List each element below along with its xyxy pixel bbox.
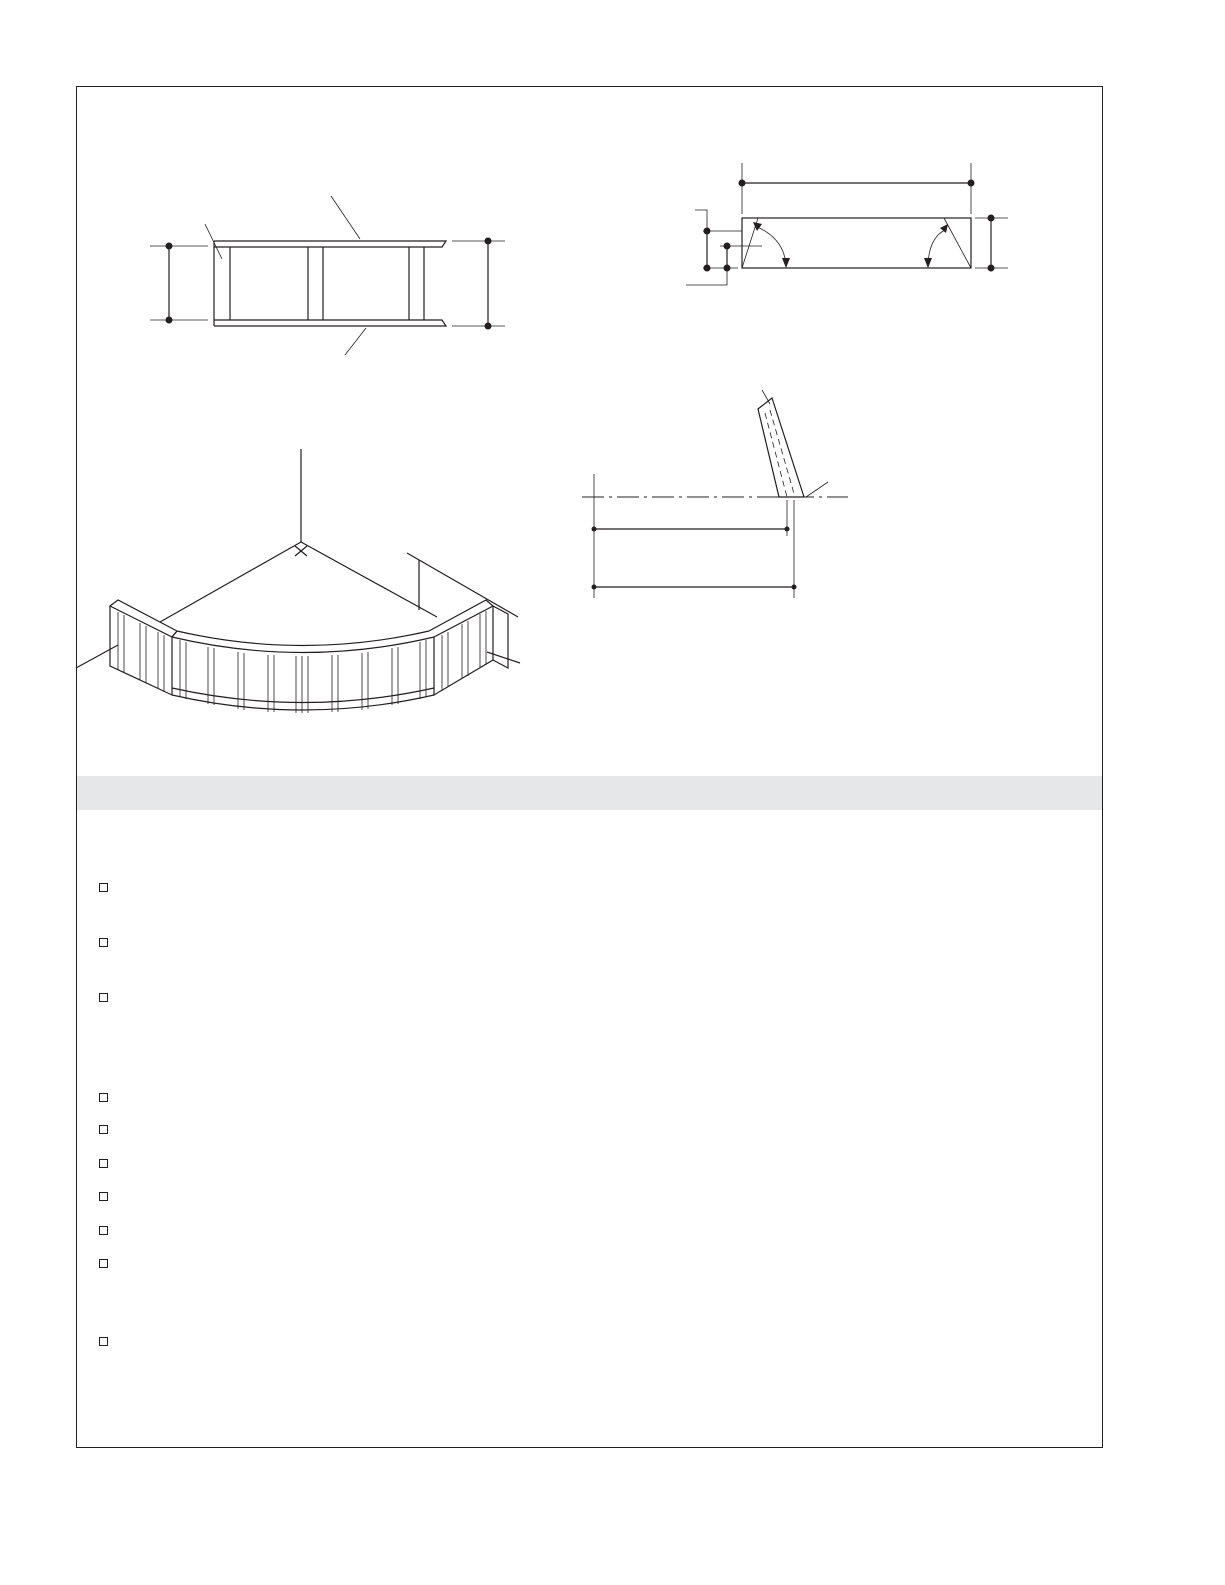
curved-threshold-figure — [76, 449, 520, 713]
checklist-item-1-checkbox-icon[interactable] — [99, 883, 108, 892]
panel-dimension-figure — [686, 163, 1008, 285]
checklist-item-3-checkbox-icon[interactable] — [99, 993, 108, 1002]
checklist-item-5-checkbox-icon[interactable] — [99, 1125, 108, 1134]
checklist-item-10-checkbox-icon[interactable] — [99, 1337, 108, 1346]
framing-section-figure — [150, 196, 505, 355]
checklist-item-8-checkbox-icon[interactable] — [99, 1226, 108, 1235]
section-header-bar — [77, 776, 1102, 810]
checklist-item-6-checkbox-icon[interactable] — [99, 1159, 108, 1168]
checklist-item-2-checkbox-icon[interactable] — [99, 938, 108, 947]
angled-stud-figure — [582, 390, 848, 598]
checklist-item-9-checkbox-icon[interactable] — [99, 1259, 108, 1268]
checklist-item-7-checkbox-icon[interactable] — [99, 1192, 108, 1201]
checklist-item-4-checkbox-icon[interactable] — [99, 1093, 108, 1102]
